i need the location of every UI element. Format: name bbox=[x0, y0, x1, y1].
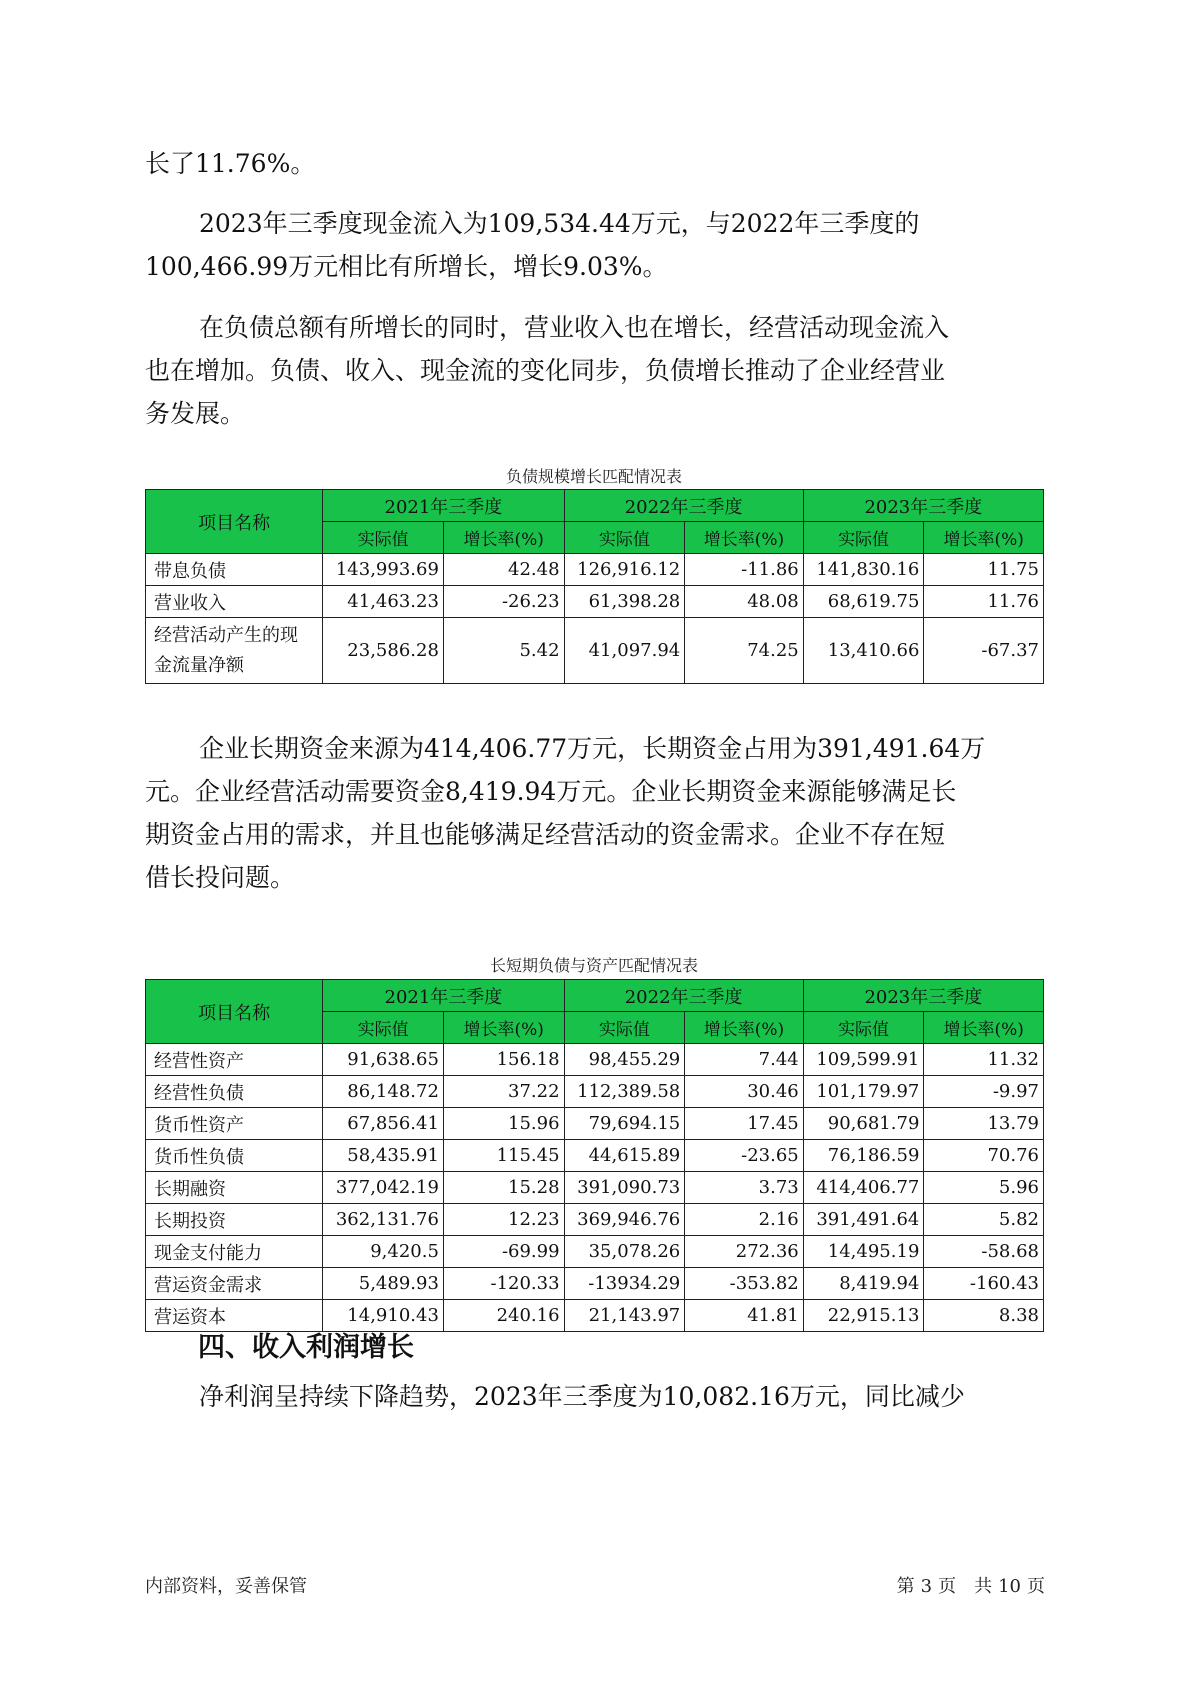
cell-value: 90,681.79 bbox=[803, 1108, 924, 1140]
text-line: 借长投问题。 bbox=[145, 863, 296, 892]
table2-caption: 长短期负债与资产匹配情况表 bbox=[489, 956, 698, 975]
header-growth: 增长率(%) bbox=[924, 1012, 1044, 1044]
cell-value: -23.65 bbox=[685, 1140, 804, 1172]
cell-value: 8,419.94 bbox=[803, 1268, 924, 1300]
cell-value: 68,619.75 bbox=[803, 586, 924, 618]
text-line: 长了11.76%。 bbox=[145, 149, 316, 178]
cell-value: 76,186.59 bbox=[803, 1140, 924, 1172]
header-period: 2022年三季度 bbox=[564, 980, 803, 1012]
row-label-line: 金流量净额 bbox=[154, 654, 244, 676]
table-row bbox=[146, 1108, 1044, 1140]
cell-value: 5,489.93 bbox=[323, 1268, 444, 1300]
cell-value: 41.81 bbox=[685, 1300, 804, 1332]
cell-value: 141,830.16 bbox=[803, 554, 924, 586]
cell-value: -353.82 bbox=[685, 1268, 804, 1300]
page-prefix: 第 bbox=[896, 1576, 915, 1597]
cell-value: 362,131.76 bbox=[323, 1204, 444, 1236]
text-line: 务发展。 bbox=[145, 399, 246, 428]
cell-value: 91,638.65 bbox=[323, 1044, 444, 1076]
row-label bbox=[146, 618, 323, 684]
cell-value: 11.76 bbox=[924, 586, 1044, 618]
cell-value: 11.32 bbox=[924, 1044, 1044, 1076]
total-prefix: 共 bbox=[974, 1576, 993, 1597]
cell-value: 61,398.28 bbox=[564, 586, 685, 618]
header-growth: 增长率(%) bbox=[443, 522, 564, 554]
paragraph-net-profit bbox=[145, 1375, 1045, 1418]
header-growth: 增长率(%) bbox=[924, 522, 1044, 554]
cell-value: 23,586.28 bbox=[323, 618, 444, 684]
cell-value: 377,042.19 bbox=[323, 1172, 444, 1204]
cell-value: 9,420.5 bbox=[323, 1236, 444, 1268]
header-period: 2022年三季度 bbox=[564, 490, 803, 522]
table1-caption: 负债规模增长匹配情况表 bbox=[505, 467, 682, 486]
cell-value: 42.48 bbox=[443, 554, 564, 586]
header-period: 2023年三季度 bbox=[803, 980, 1043, 1012]
cell-value: 391,491.64 bbox=[803, 1204, 924, 1236]
text-line: 2023年三季度现金流入为109,534.44万元，与2022年三季度的 bbox=[199, 209, 920, 238]
table-row bbox=[146, 1204, 1044, 1236]
table-row bbox=[146, 1044, 1044, 1076]
cell-value: 41,463.23 bbox=[323, 586, 444, 618]
cell-value: 272.36 bbox=[685, 1236, 804, 1268]
cell-value: 2.16 bbox=[685, 1204, 804, 1236]
paragraph-cash-inflow bbox=[145, 202, 1045, 288]
cell-value: -160.43 bbox=[924, 1268, 1044, 1300]
cell-value: 369,946.76 bbox=[564, 1204, 685, 1236]
cell-value: 17.45 bbox=[685, 1108, 804, 1140]
row-label: 货币性负债 bbox=[146, 1140, 323, 1172]
text-line: 在负债总额有所增长的同时，营业收入也在增长，经营活动现金流入 bbox=[199, 313, 950, 342]
cell-value: 22,915.13 bbox=[803, 1300, 924, 1332]
text-line: 期资金占用的需求，并且也能够满足经营活动的资金需求。企业不存在短 bbox=[145, 820, 946, 849]
header-item-name: 项目名称 bbox=[146, 980, 323, 1044]
term-matching-table bbox=[145, 979, 1044, 1332]
cell-value: -13934.29 bbox=[564, 1268, 685, 1300]
cell-value: 15.96 bbox=[443, 1108, 564, 1140]
cell-value: 67,856.41 bbox=[323, 1108, 444, 1140]
cell-value: -120.33 bbox=[443, 1268, 564, 1300]
table-row bbox=[146, 618, 1044, 684]
row-label: 现金支付能力 bbox=[146, 1236, 323, 1268]
cell-value: -58.68 bbox=[924, 1236, 1044, 1268]
cell-value: 3.73 bbox=[685, 1172, 804, 1204]
row-label: 经营性资产 bbox=[146, 1044, 323, 1076]
cell-value: 58,435.91 bbox=[323, 1140, 444, 1172]
cell-value: 5.82 bbox=[924, 1204, 1044, 1236]
header-actual: 实际值 bbox=[803, 522, 924, 554]
text-line: 净利润呈持续下降趋势，2023年三季度为10,082.16万元，同比减少 bbox=[199, 1382, 965, 1411]
table-row bbox=[146, 1076, 1044, 1108]
header-growth: 增长率(%) bbox=[685, 1012, 804, 1044]
cell-value: 13.79 bbox=[924, 1108, 1044, 1140]
footer-page-number bbox=[891, 1572, 1045, 1598]
text-line: 元。企业经营活动需要资金8,419.94万元。企业长期资金来源能够满足长 bbox=[145, 777, 957, 806]
cell-value: -9.97 bbox=[924, 1076, 1044, 1108]
header-growth: 增长率(%) bbox=[685, 522, 804, 554]
row-label-line: 经营活动产生的现 bbox=[154, 624, 298, 646]
row-label: 经营性负债 bbox=[146, 1076, 323, 1108]
row-label: 营运资金需求 bbox=[146, 1268, 323, 1300]
cell-value: 48.08 bbox=[685, 586, 804, 618]
header-actual: 实际值 bbox=[323, 1012, 444, 1044]
row-label: 货币性资产 bbox=[146, 1108, 323, 1140]
paragraph-growth-tail bbox=[145, 142, 1045, 185]
cell-value: 5.42 bbox=[443, 618, 564, 684]
table-row bbox=[146, 1172, 1044, 1204]
text-line: 企业长期资金来源为414,406.77万元，长期资金占用为391,491.64万 bbox=[199, 734, 986, 763]
cell-value: 391,090.73 bbox=[564, 1172, 685, 1204]
cell-value: 30.46 bbox=[685, 1076, 804, 1108]
cell-value: 35,078.26 bbox=[564, 1236, 685, 1268]
cell-value: 112,389.58 bbox=[564, 1076, 685, 1108]
cell-value: 156.18 bbox=[443, 1044, 564, 1076]
cell-value: 21,143.97 bbox=[564, 1300, 685, 1332]
cell-value: 7.44 bbox=[685, 1044, 804, 1076]
cell-value: -11.86 bbox=[685, 554, 804, 586]
table-row bbox=[146, 1236, 1044, 1268]
cell-value: 240.16 bbox=[443, 1300, 564, 1332]
row-label: 带息负债 bbox=[146, 554, 323, 586]
cell-value: 5.96 bbox=[924, 1172, 1044, 1204]
cell-value: 11.75 bbox=[924, 554, 1044, 586]
header-actual: 实际值 bbox=[323, 522, 444, 554]
cell-value: 74.25 bbox=[685, 618, 804, 684]
cell-value: 15.28 bbox=[443, 1172, 564, 1204]
row-label: 长期投资 bbox=[146, 1204, 323, 1236]
cell-value: 13,410.66 bbox=[803, 618, 924, 684]
total-suffix: 页 bbox=[1027, 1576, 1045, 1597]
cell-value: 44,615.89 bbox=[564, 1140, 685, 1172]
header-actual: 实际值 bbox=[564, 1012, 685, 1044]
header-growth: 增长率(%) bbox=[443, 1012, 564, 1044]
page-current: 3 bbox=[920, 1576, 933, 1597]
cell-value: 41,097.94 bbox=[564, 618, 685, 684]
cell-value: -26.23 bbox=[443, 586, 564, 618]
cell-value: 414,406.77 bbox=[803, 1172, 924, 1204]
table-row bbox=[146, 554, 1044, 586]
cell-value: 86,148.72 bbox=[323, 1076, 444, 1108]
cell-value: 126,916.12 bbox=[564, 554, 685, 586]
row-label: 营运资本 bbox=[146, 1300, 323, 1332]
row-label: 长期融资 bbox=[146, 1172, 323, 1204]
cell-value: 109,599.91 bbox=[803, 1044, 924, 1076]
cell-value: 12.23 bbox=[443, 1204, 564, 1236]
table-row bbox=[146, 586, 1044, 618]
header-actual: 实际值 bbox=[564, 522, 685, 554]
cell-value: 101,179.97 bbox=[803, 1076, 924, 1108]
header-period: 2023年三季度 bbox=[803, 490, 1043, 522]
cell-value: 70.76 bbox=[924, 1140, 1044, 1172]
cell-value: 143,993.69 bbox=[323, 554, 444, 586]
page-total: 10 bbox=[998, 1576, 1021, 1597]
cell-value: 8.38 bbox=[924, 1300, 1044, 1332]
header-period: 2021年三季度 bbox=[323, 490, 564, 522]
cell-value: -67.37 bbox=[924, 618, 1044, 684]
row-label: 营业收入 bbox=[146, 586, 323, 618]
text-line: 也在增加。负债、收入、现金流的变化同步，负债增长推动了企业经营业 bbox=[145, 356, 946, 385]
paragraph-long-term-funds bbox=[145, 727, 1045, 899]
cell-value: 115.45 bbox=[443, 1140, 564, 1172]
cell-value: 98,455.29 bbox=[564, 1044, 685, 1076]
text-line: 100,466.99万元相比有所增长，增长9.03%。 bbox=[145, 252, 668, 281]
cell-value: 79,694.15 bbox=[564, 1108, 685, 1140]
table-row bbox=[146, 1268, 1044, 1300]
debt-scale-table bbox=[145, 489, 1044, 684]
section-heading: 四、收入利润增长 bbox=[198, 1332, 414, 1363]
header-item-name: 项目名称 bbox=[146, 490, 323, 554]
cell-value: 14,910.43 bbox=[323, 1300, 444, 1332]
table-row bbox=[146, 1140, 1044, 1172]
page-mid: 页 bbox=[938, 1576, 957, 1597]
footer-confidential: 内部资料，妥善保管 bbox=[145, 1576, 307, 1597]
header-period: 2021年三季度 bbox=[323, 980, 564, 1012]
cell-value: -69.99 bbox=[443, 1236, 564, 1268]
cell-value: 14,495.19 bbox=[803, 1236, 924, 1268]
paragraph-debt-revenue bbox=[145, 306, 1045, 435]
cell-value: 37.22 bbox=[443, 1076, 564, 1108]
header-actual: 实际值 bbox=[803, 1012, 924, 1044]
